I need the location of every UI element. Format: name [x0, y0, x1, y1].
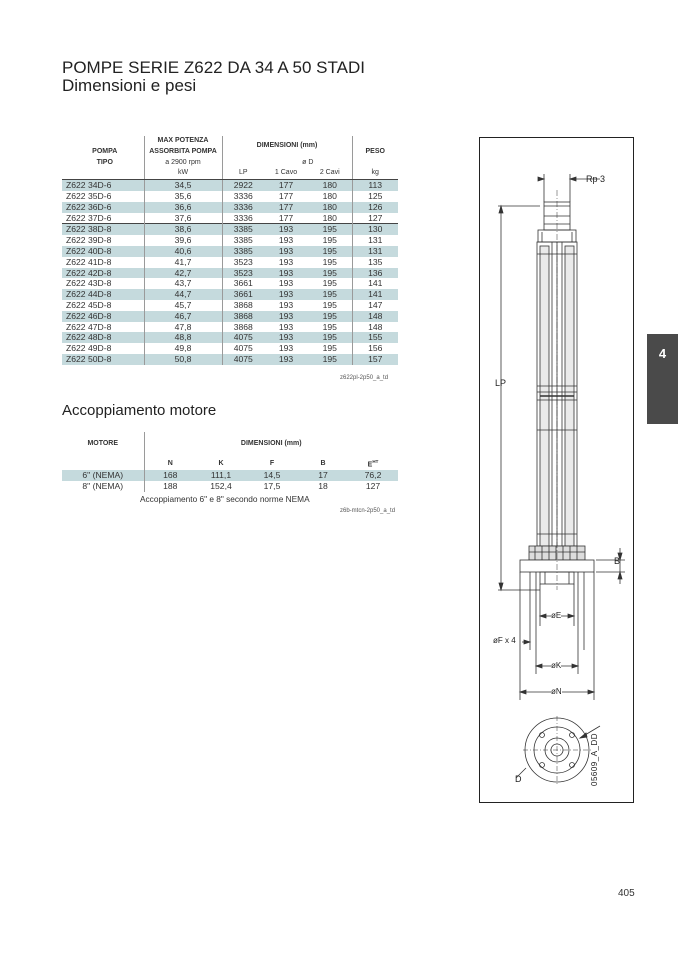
cell-kw: 47,8 [144, 322, 222, 333]
lp-label: LP [495, 378, 507, 388]
cell-cavo2: 195 [322, 343, 337, 354]
cell-kw: 48,8 [144, 332, 222, 343]
header-tipo: TIPO [96, 158, 113, 166]
header-e: $E^{HT}$ [367, 459, 379, 469]
pump-table-ref: z622pl-2p50_a_td [340, 375, 389, 381]
cell-tipo: Z622 44D-8 [62, 289, 144, 300]
rp-label: Rp 3 [586, 174, 606, 184]
cell-cavo2: 195 [308, 268, 352, 279]
table-row [62, 322, 398, 333]
cell-cavo1: 193 [264, 311, 308, 322]
cell-tipo: Z622 45D-8 [66, 299, 112, 310]
motor-coupling-table [62, 432, 398, 492]
cell-kg: 125 [352, 191, 398, 202]
page-title: POMPE SERIE Z622 DA 34 A 50 STADI [62, 58, 365, 77]
cell-lp: 4075 [222, 354, 264, 365]
header-kg: kg [352, 168, 398, 179]
cell-tipo: Z622 50D-8 [62, 354, 144, 365]
cell-cavo1: 193 [264, 332, 308, 343]
cell-lp: 3385 [222, 246, 264, 257]
table-row [62, 300, 398, 311]
pump-drawing [479, 137, 634, 803]
k-label: øK [551, 661, 562, 670]
table-row [62, 470, 398, 481]
cell-tipo: Z622 34D-6 [62, 180, 144, 191]
cell-kg: 155 [352, 332, 398, 343]
e-label: øE [551, 611, 562, 620]
pump-drawing-svg [480, 138, 635, 804]
cell-tipo: Z622 46D-8 [62, 311, 144, 322]
cell-f: 17,5 [263, 481, 281, 492]
cell-kg: 156 [352, 343, 398, 354]
cell-b: 18 [318, 481, 328, 492]
cell-cavo2: 195 [308, 289, 352, 300]
cell-cavo1: 193 [278, 235, 294, 246]
cell-cavo1: 193 [278, 299, 294, 310]
cell-lp: 3661 [222, 289, 264, 300]
motor-section-title: Accoppiamento motore [62, 402, 217, 419]
cell-cavo1: 193 [264, 354, 308, 365]
d-label: D [515, 774, 522, 784]
page-number: 405 [618, 888, 635, 899]
cell-kw: 49,8 [144, 343, 222, 354]
header-f: F [269, 459, 275, 467]
drawing-code: 05609_A_DD [590, 732, 599, 786]
header-rpm: a 2900 rpm [144, 158, 222, 169]
cell-lp: 3868 [222, 322, 264, 333]
cell-kw: 50,8 [144, 354, 222, 365]
f-label: øF x 4 [493, 636, 516, 645]
cell-tipo: Z622 47D-8 [66, 321, 112, 332]
chapter-number: 4 [658, 346, 667, 361]
cell-tipo: Z622 38D-8 [62, 224, 144, 235]
cell-cavo2: 195 [322, 299, 337, 310]
cell-cavo2: 195 [308, 354, 352, 365]
cell-e: 76,2 [348, 470, 398, 481]
cell-lp: 3868 [222, 311, 264, 322]
cell-motore: 8" (NEMA) [82, 481, 124, 492]
cell-kw: 39,6 [144, 235, 222, 246]
cell-kg: 148 [352, 322, 398, 333]
cell-lp: 3336 [222, 191, 264, 202]
header-motor-dimensioni: DIMENSIONI (mm) [144, 432, 398, 456]
cell-cavo1: 193 [264, 246, 308, 257]
cell-kg: 141 [352, 289, 398, 300]
cell-cavo1: 177 [278, 190, 294, 201]
table-row [62, 354, 398, 365]
table-row [62, 224, 398, 235]
cell-cavo2: 195 [322, 256, 337, 267]
cell-tipo: Z622 49D-8 [66, 343, 112, 354]
cell-cavo1: 193 [278, 278, 294, 289]
table-row [62, 191, 398, 202]
cell-cavo2: 195 [308, 311, 352, 322]
header-cavo1: 1 Cavo [264, 168, 308, 179]
cell-cavo1: 193 [278, 321, 294, 332]
cell-lp: 3336 [222, 202, 264, 213]
cell-cavo1: 193 [278, 256, 294, 267]
cell-kw: 42,7 [144, 268, 222, 279]
cell-cavo1: 177 [278, 212, 294, 223]
cell-tipo: Z622 35D-6 [66, 190, 112, 201]
cell-lp: 3385 [222, 224, 264, 235]
cell-kg: 131 [352, 235, 398, 246]
chapter-tab [647, 334, 678, 424]
cell-lp: 3661 [222, 278, 264, 289]
cell-tipo: Z622 41D-8 [66, 256, 112, 267]
cell-tipo: Z622 48D-8 [62, 332, 144, 343]
cell-kg: 126 [352, 202, 398, 213]
cell-lp: 3385 [222, 235, 264, 246]
table-row [62, 246, 398, 257]
cell-b: 17 [298, 470, 348, 481]
cell-motore: 6" (NEMA) [62, 470, 144, 481]
header-dimensioni: DIMENSIONI (mm) [222, 136, 352, 158]
cell-cavo2: 195 [322, 235, 337, 246]
cell-kw: 43,7 [144, 278, 222, 289]
cell-n: 168 [144, 470, 196, 481]
header-peso: PESO [352, 147, 398, 158]
cell-cavo1: 177 [264, 180, 308, 191]
table-row [62, 202, 398, 213]
cell-kg: 135 [352, 257, 398, 268]
cell-cavo2: 195 [308, 332, 352, 343]
cell-n: 188 [144, 481, 196, 492]
cell-cavo1: 193 [278, 343, 294, 354]
motor-table-ref: z6b-mtcn-2p50_a_td [340, 508, 396, 514]
table-row [62, 289, 398, 300]
cell-lp: 2922 [222, 180, 264, 191]
table-row [62, 481, 398, 492]
cell-tipo: Z622 36D-6 [62, 202, 144, 213]
cell-cavo2: 195 [322, 278, 337, 289]
cell-kg: 127 [352, 213, 398, 224]
cell-kw: 35,6 [144, 191, 222, 202]
cell-k: 152,4 [210, 481, 232, 492]
cell-kw: 36,6 [144, 202, 222, 213]
table-row [62, 311, 398, 322]
cell-kw: 45,7 [144, 300, 222, 311]
cell-cavo1: 193 [264, 289, 308, 300]
cell-f: 14,5 [246, 470, 298, 481]
cell-lp: 4075 [222, 332, 264, 343]
table-row [62, 257, 398, 268]
cell-kg: 141 [352, 278, 398, 289]
cell-cavo2: 195 [308, 224, 352, 235]
cell-kw: 46,7 [144, 311, 222, 322]
cell-k: 111,1 [196, 470, 246, 481]
cell-cavo2: 195 [308, 246, 352, 257]
cell-tipo: Z622 39D-8 [66, 235, 112, 246]
cell-kg: 130 [352, 224, 398, 235]
page-subtitle: Dimensioni e pesi [62, 76, 197, 95]
cell-kw: 44,7 [144, 289, 222, 300]
cell-lp: 4075 [222, 343, 264, 354]
n-label: øN [551, 687, 562, 696]
cell-kw: 34,5 [144, 180, 222, 191]
header-max-potenza-2: ASSORBITA POMPA [144, 147, 222, 158]
cell-lp: 3523 [222, 268, 264, 279]
cell-kg: 148 [352, 311, 398, 322]
header-kw: kW [144, 168, 222, 179]
cell-lp: 3336 [222, 213, 264, 224]
cell-kw: 38,6 [144, 224, 222, 235]
header-max-potenza-1: MAX POTENZA [144, 136, 222, 147]
header-b: B [320, 459, 326, 467]
table-row [62, 213, 398, 224]
cell-kg: 113 [352, 180, 398, 191]
header-n: N [144, 456, 196, 470]
cell-cavo2: 180 [308, 180, 352, 191]
cell-tipo: Z622 42D-8 [62, 268, 144, 279]
cell-e: 127 [365, 481, 381, 492]
cell-kw: 40,6 [144, 246, 222, 257]
table-row [62, 180, 398, 191]
b-label: B [614, 556, 621, 566]
cell-kg: 136 [352, 268, 398, 279]
header-cavo2: 2 Cavi [308, 168, 352, 179]
table-row [62, 268, 398, 279]
header-pompa: POMPA [92, 147, 118, 155]
cell-lp: 3523 [222, 257, 264, 268]
cell-tipo: Z622 37D-6 [66, 212, 112, 223]
header-k: K [218, 459, 224, 467]
table-row [62, 343, 398, 354]
header-lp: LP [222, 168, 264, 179]
cell-kg: 147 [352, 300, 398, 311]
table-row [62, 278, 398, 289]
cell-cavo1: 177 [264, 202, 308, 213]
cell-kw: 41,7 [144, 257, 222, 268]
cell-lp: 3868 [222, 300, 264, 311]
table-row [62, 235, 398, 246]
table-row [62, 332, 398, 343]
cell-cavo2: 180 [308, 202, 352, 213]
pump-dimensions-table [62, 136, 398, 365]
cell-cavo1: 193 [264, 268, 308, 279]
header-motore: MOTORE [87, 440, 119, 447]
cell-cavo1: 193 [264, 224, 308, 235]
cell-cavo2: 195 [322, 321, 337, 332]
cell-tipo: Z622 43D-8 [66, 278, 112, 289]
cell-kg: 131 [352, 246, 398, 257]
cell-kg: 157 [352, 354, 398, 365]
header-diam-d: ø D [302, 158, 314, 166]
cell-kw: 37,6 [144, 213, 222, 224]
motor-note: Accoppiamento 6" e 8" secondo norme NEMA [140, 494, 310, 504]
cell-tipo: Z622 40D-8 [62, 246, 144, 257]
cell-cavo2: 180 [322, 212, 337, 223]
cell-cavo2: 180 [322, 190, 337, 201]
